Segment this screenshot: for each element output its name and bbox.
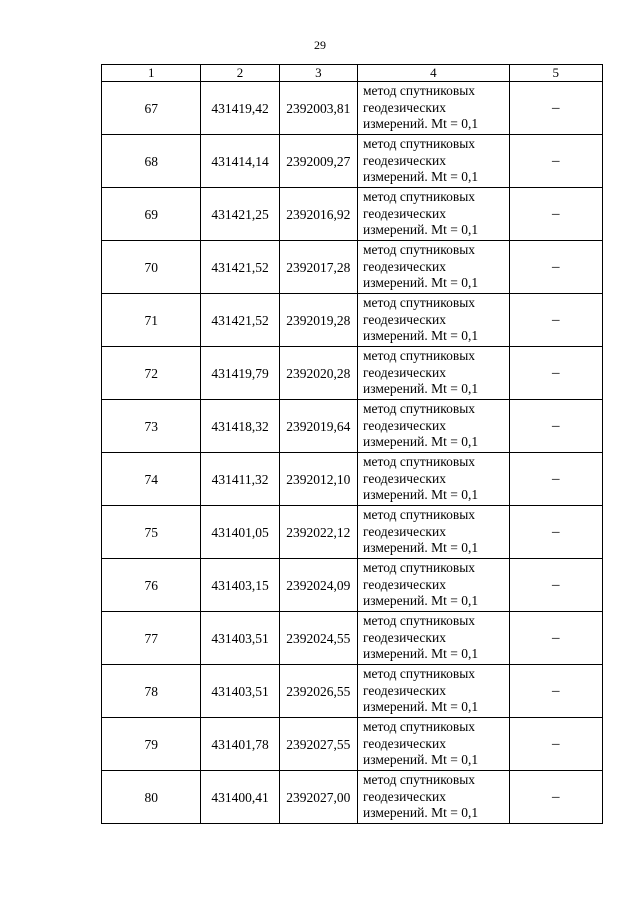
x-coordinate-cell: 431421,25 [201,188,279,241]
method-line: геодезических [363,417,446,433]
table-row [102,347,603,400]
method-line: метод спутниковых [363,348,476,364]
table-row [102,506,603,559]
method-line: геодезических [363,470,446,486]
method-line: геодезических [363,205,446,221]
x-coordinate-cell: 431401,78 [201,718,279,771]
method-cell [358,347,510,400]
y-coordinate-cell: 2392019,64 [279,400,357,453]
method-cell [358,612,510,665]
method-line: метод спутниковых [363,83,476,99]
table-row [102,188,603,241]
note-cell: – [509,400,602,453]
x-coordinate-cell: 431403,15 [201,559,279,612]
method-line: метод спутниковых [363,189,476,205]
table-row [102,135,603,188]
point-number-cell: 73 [102,400,201,453]
method-line: измерений. Mt = 0,1 [363,593,479,609]
y-coordinate-cell: 2392020,28 [279,347,357,400]
x-coordinate-cell: 431419,79 [201,347,279,400]
header-cell-4: 4 [358,65,510,82]
y-coordinate-cell: 2392024,09 [279,559,357,612]
method-line: измерений. Mt = 0,1 [363,328,479,344]
method-line: измерений. Mt = 0,1 [363,540,479,556]
x-coordinate-cell: 431403,51 [201,665,279,718]
header-cell-5: 5 [509,65,602,82]
table-row [102,612,603,665]
point-number-cell: 69 [102,188,201,241]
note-cell: – [509,771,602,824]
method-line: геодезических [363,364,446,380]
point-number-cell: 71 [102,294,201,347]
method-cell [358,241,510,294]
method-cell [358,294,510,347]
table-row [102,718,603,771]
table-row [102,241,603,294]
x-coordinate-cell: 431400,41 [201,771,279,824]
y-coordinate-cell: 2392022,12 [279,506,357,559]
method-line: геодезических [363,788,446,804]
method-line: метод спутниковых [363,401,476,417]
x-coordinate-cell: 431419,42 [201,82,279,135]
x-coordinate-cell: 431403,51 [201,612,279,665]
table-row [102,400,603,453]
table-row [102,665,603,718]
point-number-cell: 79 [102,718,201,771]
table-row [102,771,603,824]
table-row [102,559,603,612]
method-line: измерений. Mt = 0,1 [363,169,479,185]
method-cell [358,135,510,188]
method-line: метод спутниковых [363,295,476,311]
y-coordinate-cell: 2392012,10 [279,453,357,506]
method-line: измерений. Mt = 0,1 [363,805,479,821]
point-number-cell: 75 [102,506,201,559]
method-line: измерений. Mt = 0,1 [363,699,479,715]
method-cell [358,506,510,559]
method-line: измерений. Mt = 0,1 [363,381,479,397]
method-line: измерений. Mt = 0,1 [363,434,479,450]
point-number-cell: 77 [102,612,201,665]
x-coordinate-cell: 431418,32 [201,400,279,453]
method-line: геодезических [363,735,446,751]
header-cell-3: 3 [279,65,357,82]
y-coordinate-cell: 2392019,28 [279,294,357,347]
note-cell: – [509,294,602,347]
note-cell: – [509,188,602,241]
y-coordinate-cell: 2392024,55 [279,612,357,665]
y-coordinate-cell: 2392003,81 [279,82,357,135]
method-line: геодезических [363,152,446,168]
method-cell [358,453,510,506]
method-cell [358,559,510,612]
method-line: измерений. Mt = 0,1 [363,222,479,238]
table-row [102,453,603,506]
header-cell-1: 1 [102,65,201,82]
method-line: метод спутниковых [363,613,476,629]
x-coordinate-cell: 431421,52 [201,241,279,294]
method-line: метод спутниковых [363,719,476,735]
note-cell: – [509,82,602,135]
method-cell [358,771,510,824]
table-header-row [102,65,603,82]
note-cell: – [509,347,602,400]
note-cell: – [509,453,602,506]
coordinates-table-wrapper [101,64,603,824]
x-coordinate-cell: 431421,52 [201,294,279,347]
method-cell [358,82,510,135]
note-cell: – [509,559,602,612]
coordinates-table [101,64,603,824]
point-number-cell: 80 [102,771,201,824]
x-coordinate-cell: 431411,32 [201,453,279,506]
method-line: измерений. Mt = 0,1 [363,116,479,132]
method-line: метод спутниковых [363,772,476,788]
point-number-cell: 76 [102,559,201,612]
point-number-cell: 78 [102,665,201,718]
y-coordinate-cell: 2392009,27 [279,135,357,188]
method-line: измерений. Mt = 0,1 [363,752,479,768]
page-number: 29 [314,38,326,52]
method-cell [358,188,510,241]
header-cell-2: 2 [201,65,279,82]
method-line: метод спутниковых [363,666,476,682]
point-number-cell: 72 [102,347,201,400]
y-coordinate-cell: 2392026,55 [279,665,357,718]
method-line: геодезических [363,682,446,698]
y-coordinate-cell: 2392027,00 [279,771,357,824]
point-number-cell: 70 [102,241,201,294]
method-line: геодезических [363,629,446,645]
point-number-cell: 74 [102,453,201,506]
table-row [102,82,603,135]
point-number-cell: 67 [102,82,201,135]
method-line: метод спутниковых [363,454,476,470]
note-cell: – [509,612,602,665]
method-line: метод спутниковых [363,560,476,576]
note-cell: – [509,135,602,188]
method-cell [358,400,510,453]
method-line: метод спутниковых [363,507,476,523]
method-line: геодезических [363,523,446,539]
method-line: измерений. Mt = 0,1 [363,487,479,503]
y-coordinate-cell: 2392016,92 [279,188,357,241]
x-coordinate-cell: 431401,05 [201,506,279,559]
y-coordinate-cell: 2392017,28 [279,241,357,294]
point-number-cell: 68 [102,135,201,188]
method-line: геодезических [363,99,446,115]
method-line: метод спутниковых [363,242,476,258]
method-line: измерений. Mt = 0,1 [363,646,479,662]
note-cell: – [509,665,602,718]
x-coordinate-cell: 431414,14 [201,135,279,188]
table-row [102,294,603,347]
method-line: измерений. Mt = 0,1 [363,275,479,291]
note-cell: – [509,241,602,294]
note-cell: – [509,506,602,559]
method-line: геодезических [363,311,446,327]
method-line: метод спутниковых [363,136,476,152]
method-cell [358,718,510,771]
note-cell: – [509,718,602,771]
method-line: геодезических [363,258,446,274]
y-coordinate-cell: 2392027,55 [279,718,357,771]
method-cell [358,665,510,718]
method-line: геодезических [363,576,446,592]
